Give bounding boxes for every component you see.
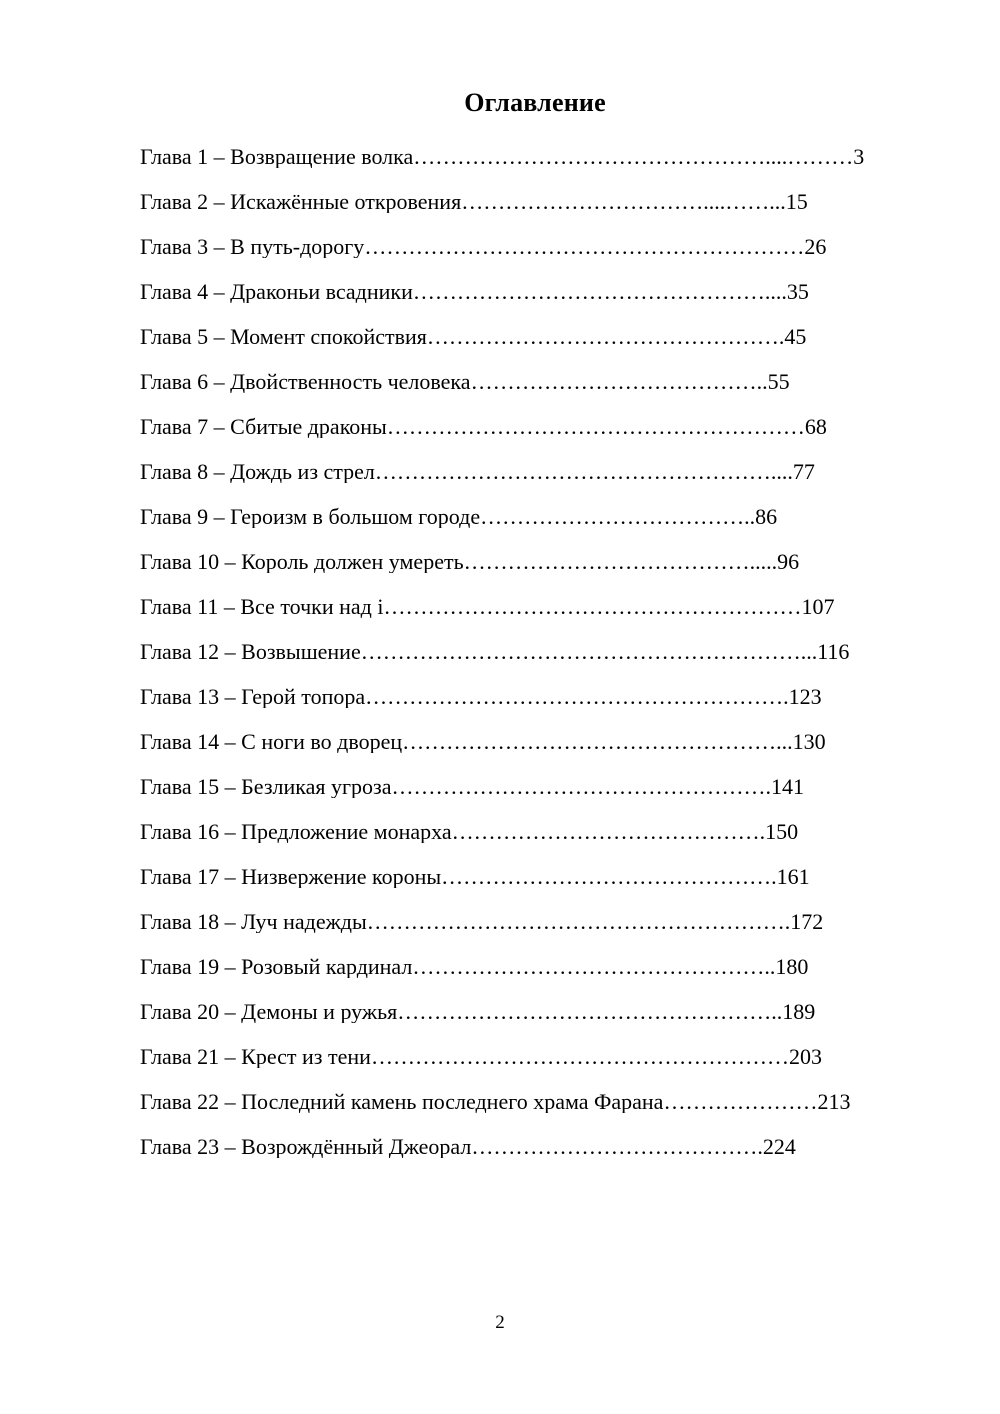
toc-entry-page: 3 <box>853 146 865 168</box>
list-item[interactable] <box>140 641 930 663</box>
page-title: Оглавление <box>464 88 606 117</box>
toc-entry-label: Глава 15 – Безликая угроза <box>140 776 392 798</box>
list-item[interactable] <box>140 911 930 933</box>
list-item[interactable] <box>140 506 930 528</box>
toc-entry-label: Глава 4 – Драконьи всадники <box>140 281 413 303</box>
toc-entry-page: 161 <box>776 866 810 888</box>
toc-entry-page: 150 <box>765 821 799 843</box>
toc-entry-leader: ………………………………………………… <box>386 416 805 438</box>
toc-entry-page: 107 <box>801 596 835 618</box>
toc-entry-label: Глава 5 – Момент спокойствия <box>140 326 427 348</box>
toc-entry-leader: ……………………………………………. <box>391 776 771 798</box>
toc-entry-page: 203 <box>788 1046 822 1068</box>
toc-entry-leader: …………………………………………....……… <box>413 146 854 168</box>
toc-entry-page: 26 <box>804 236 827 258</box>
toc-entry-label: Глава 12 – Возвышение <box>140 641 361 663</box>
toc-entry-leader: ……………………………………………….... <box>374 461 793 483</box>
toc-entry-page: 86 <box>755 506 778 528</box>
list-item[interactable] <box>140 596 930 618</box>
list-item[interactable] <box>140 1091 930 1113</box>
toc-entry-leader: ………………………………………………… <box>383 596 802 618</box>
toc-entry-label: Глава 17 – Низвержение короны <box>140 866 442 888</box>
toc-entry-leader: ………………………………….. <box>470 371 768 393</box>
toc-entry-label: Глава 1 – Возвращение волка <box>140 146 414 168</box>
list-item[interactable] <box>140 866 930 888</box>
toc-entry-page: 224 <box>762 1136 796 1158</box>
toc-entry-leader: ………………………………………….... <box>412 281 787 303</box>
toc-entry-page: 55 <box>767 371 790 393</box>
toc-entry-page: 116 <box>817 641 850 663</box>
toc-entry-label: Глава 22 – Последний камень последнего храма Фарана <box>140 1091 664 1113</box>
toc-entry-leader: …………………………………………….. <box>397 1001 783 1023</box>
list-item[interactable] <box>140 281 930 303</box>
list-item[interactable] <box>140 731 930 753</box>
toc-entry-page: 189 <box>782 1001 816 1023</box>
list-item[interactable] <box>140 461 930 483</box>
toc-entry-label: Глава 7 – Сбитые драконы <box>140 416 387 438</box>
toc-entry-page: 180 <box>775 956 809 978</box>
table-of-contents <box>140 146 930 1158</box>
toc-entry-label: Глава 10 – Король должен умереть <box>140 551 464 573</box>
toc-entry-label: Глава 8 – Дождь из стрел <box>140 461 375 483</box>
toc-entry-leader: …………………………………………………. <box>365 686 789 708</box>
toc-entry-leader: ………………………………………….. <box>412 956 776 978</box>
toc-entry-label: Глава 2 – Искажённые откровения <box>140 191 462 213</box>
list-item[interactable] <box>140 956 930 978</box>
toc-entry-page: 45 <box>784 326 807 348</box>
toc-entry-label: Глава 14 – С ноги во дворец <box>140 731 403 753</box>
list-item[interactable] <box>140 146 930 168</box>
toc-entry-leader: …………………………………. <box>471 1136 763 1158</box>
toc-entry-label: Глава 21 – Крест из тени <box>140 1046 371 1068</box>
toc-entry-leader: ……………………………………. <box>451 821 766 843</box>
toc-entry-page: 15 <box>785 191 808 213</box>
toc-entry-label: Глава 19 – Розовый кардинал <box>140 956 413 978</box>
list-item[interactable] <box>140 776 930 798</box>
toc-entry-label: Глава 13 – Герой топора <box>140 686 366 708</box>
list-item[interactable] <box>140 1136 930 1158</box>
toc-entry-page: 77 <box>792 461 815 483</box>
list-item[interactable] <box>140 686 930 708</box>
toc-entry-label: Глава 18 – Луч надежды <box>140 911 367 933</box>
toc-entry-leader: …………………………………………. <box>426 326 785 348</box>
toc-entry-leader: …………………………………………………. <box>366 911 791 933</box>
toc-entry-leader: …………………………………..... <box>463 551 778 573</box>
toc-entry-label: Глава 20 – Демоны и ружья <box>140 1001 398 1023</box>
toc-entry-leader: ……………………………………………………... <box>360 641 818 663</box>
toc-entry-leader: ……………………………………………... <box>402 731 793 753</box>
page-folio: 2 <box>495 1312 505 1333</box>
list-item[interactable] <box>140 416 930 438</box>
toc-entry-page: 172 <box>790 911 824 933</box>
toc-entry-label: Глава 9 – Героизм в большом городе <box>140 506 481 528</box>
toc-entry-leader: ……………………………….. <box>480 506 756 528</box>
toc-entry-leader: ………………… <box>663 1091 818 1113</box>
list-item[interactable] <box>140 236 930 258</box>
list-item[interactable] <box>140 551 930 573</box>
list-item[interactable] <box>140 191 930 213</box>
toc-entry-page: 68 <box>804 416 827 438</box>
list-item[interactable] <box>140 1001 930 1023</box>
toc-entry-page: 35 <box>786 281 809 303</box>
toc-entry-leader: …………………………………………………… <box>364 236 805 258</box>
toc-entry-label: Глава 16 – Предложение монарха <box>140 821 452 843</box>
toc-entry-page: 213 <box>817 1091 851 1113</box>
list-item[interactable] <box>140 821 930 843</box>
list-item[interactable] <box>140 371 930 393</box>
toc-entry-leader: ………………………………………. <box>441 866 777 888</box>
toc-entry-page: 130 <box>792 731 826 753</box>
toc-entry-page: 141 <box>771 776 804 798</box>
toc-entry-page: 123 <box>788 686 822 708</box>
toc-entry-label: Глава 11 – Все точки над і <box>140 596 384 618</box>
page-content <box>140 88 930 1181</box>
toc-entry-label: Глава 6 – Двойственность человека <box>140 371 471 393</box>
list-item[interactable] <box>140 1046 930 1068</box>
toc-entry-leader: ……………………………....……... <box>461 191 786 213</box>
list-item[interactable] <box>140 326 930 348</box>
toc-entry-page: 96 <box>777 551 800 573</box>
toc-entry-label: Глава 3 – В путь-дорогу <box>140 236 365 258</box>
toc-entry-leader: ………………………………………………… <box>370 1046 789 1068</box>
toc-entry-label: Глава 23 – Возрождённый Джеорал <box>140 1136 472 1158</box>
